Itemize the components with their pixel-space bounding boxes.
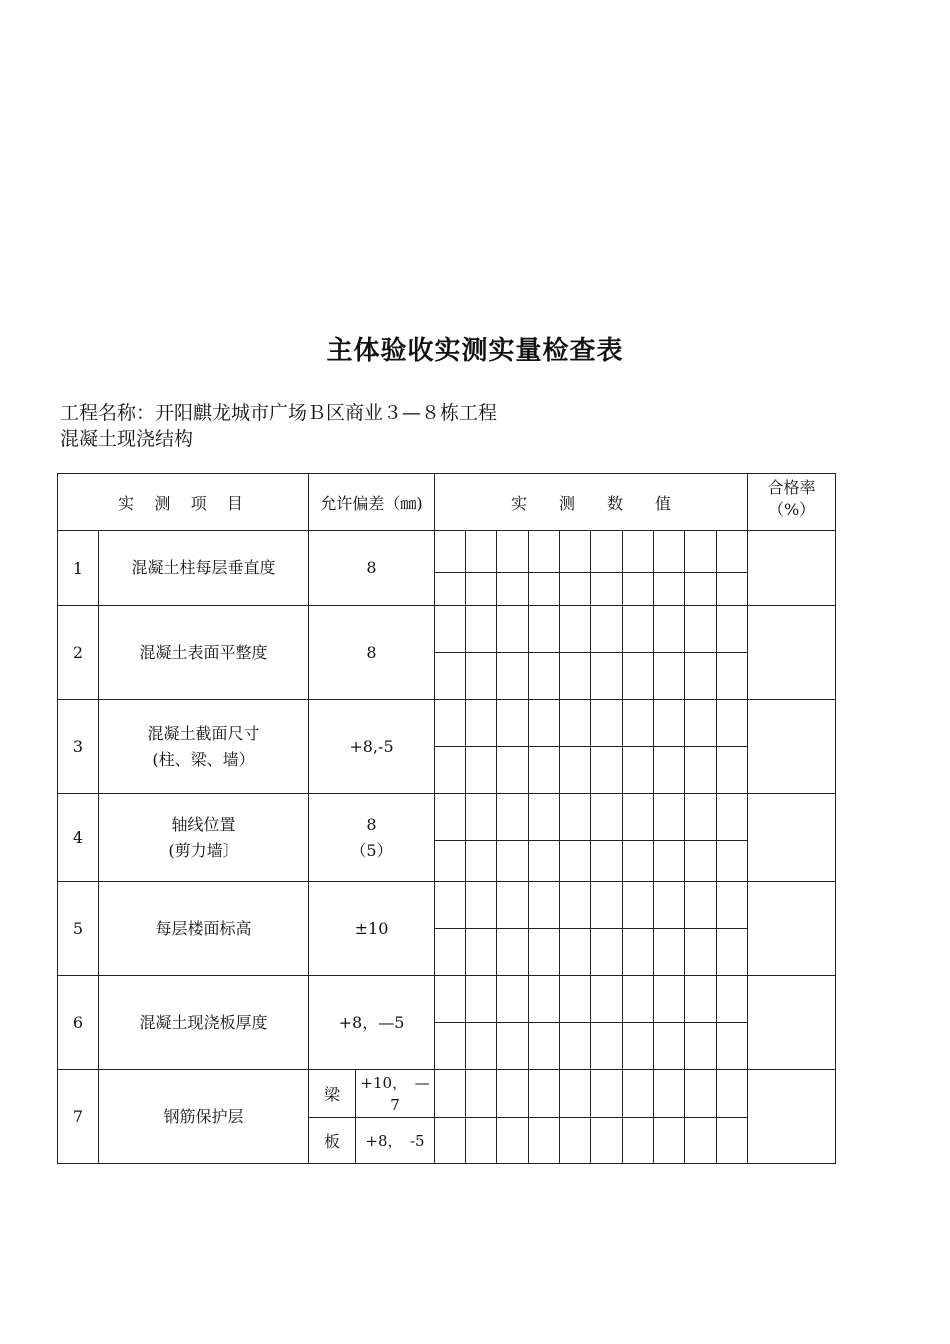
check-item-line: 混凝土截面尺寸 xyxy=(147,723,260,743)
measurement-cell xyxy=(560,700,591,747)
measurement-cell xyxy=(560,1070,591,1118)
measurement-cell xyxy=(685,1023,717,1070)
allowed-deviation-line: +8，—5 xyxy=(338,1012,405,1032)
allowed-deviation xyxy=(309,531,435,606)
row-number xyxy=(58,700,99,794)
deviation-beam xyxy=(356,1070,435,1118)
measurement-cell xyxy=(497,882,529,929)
measurement-cell xyxy=(654,794,685,841)
measurement-cell xyxy=(685,606,717,653)
measurement-cell xyxy=(685,653,717,700)
measurement-cell xyxy=(560,1023,591,1070)
measurement-cell xyxy=(529,929,560,976)
measurement-cell xyxy=(623,700,654,747)
measurement-cell xyxy=(435,573,466,606)
header-values xyxy=(435,474,748,531)
measurement-cell xyxy=(623,653,654,700)
measurement-cell xyxy=(717,700,748,747)
measurement-cell xyxy=(591,531,623,573)
measurement-cell xyxy=(466,882,497,929)
header-items-char: 测 xyxy=(154,493,171,513)
deviation-beam-line: 7 xyxy=(390,1095,400,1114)
measurement-cell xyxy=(591,573,623,606)
measurement-cell xyxy=(529,841,560,882)
measurement-cell xyxy=(685,882,717,929)
sub-item-beam xyxy=(309,1070,356,1118)
measurement-cell xyxy=(654,1118,685,1164)
table-row xyxy=(58,606,836,653)
measurement-cell xyxy=(466,1070,497,1118)
measurement-cell xyxy=(529,976,560,1023)
measurement-cell xyxy=(466,700,497,747)
measurement-cell xyxy=(591,700,623,747)
measurement-cell xyxy=(685,841,717,882)
measurement-cell xyxy=(623,794,654,841)
measurement-cell xyxy=(685,531,717,573)
measurement-cell xyxy=(591,1023,623,1070)
header-pass-rate-unit: （%） xyxy=(767,500,816,519)
measurement-cell xyxy=(497,653,529,700)
header-values-char: 实 xyxy=(511,493,528,513)
measurement-cell xyxy=(529,882,560,929)
row-number-line: 7 xyxy=(72,1107,84,1126)
measurement-cell xyxy=(717,882,748,929)
measurement-cell xyxy=(466,531,497,573)
measurement-cell xyxy=(529,606,560,653)
measurement-cell xyxy=(435,841,466,882)
header-values-char: 数 xyxy=(607,493,624,513)
deviation-beam-line: +10， — xyxy=(360,1073,430,1092)
measurement-cell xyxy=(685,1118,717,1164)
measurement-cell xyxy=(466,1023,497,1070)
measurement-cell xyxy=(654,700,685,747)
measurement-cell xyxy=(435,929,466,976)
check-item-line: 钢筋保护层 xyxy=(163,1106,244,1126)
measurement-cell xyxy=(560,882,591,929)
pass-rate-cell xyxy=(748,531,836,606)
measurement-cell xyxy=(623,531,654,573)
allowed-deviation-line: 8 xyxy=(366,814,377,834)
measurement-cell xyxy=(654,929,685,976)
measurement-cell xyxy=(591,841,623,882)
row-number-line: 3 xyxy=(72,737,84,756)
pass-rate-cell xyxy=(748,794,836,882)
measurement-cell xyxy=(560,606,591,653)
check-item xyxy=(99,1070,309,1164)
measurement-cell xyxy=(560,929,591,976)
project-name: 工程名称：开阳麒龙城市广场Ｂ区商业３—８栋工程 xyxy=(60,402,498,424)
measurement-cell xyxy=(654,841,685,882)
measurement-cell xyxy=(435,1023,466,1070)
table-row xyxy=(58,794,836,841)
measurement-cell xyxy=(466,794,497,841)
sub-item-slab-line: 板 xyxy=(323,1132,340,1151)
allowed-deviation-line: +8,-5 xyxy=(349,736,394,756)
measurement-cell xyxy=(466,841,497,882)
measurement-cell xyxy=(685,700,717,747)
measurement-cell xyxy=(717,929,748,976)
measurement-cell xyxy=(654,606,685,653)
header-pass-rate xyxy=(748,474,836,531)
pass-rate-cell xyxy=(748,1070,836,1164)
measurement-cell xyxy=(529,531,560,573)
allowed-deviation xyxy=(309,700,435,794)
measurement-cell xyxy=(591,606,623,653)
pass-rate-cell xyxy=(748,700,836,794)
measurement-cell xyxy=(685,747,717,794)
measurement-cell xyxy=(685,1070,717,1118)
measurement-cell xyxy=(591,1070,623,1118)
measurement-cell xyxy=(623,1118,654,1164)
header-items-char: 项 xyxy=(190,493,207,513)
measurement-cell xyxy=(717,1023,748,1070)
measurement-cell xyxy=(623,1070,654,1118)
check-item xyxy=(99,700,309,794)
measurement-cell xyxy=(497,1118,529,1164)
row-number-line: 4 xyxy=(72,828,84,847)
measurement-cell xyxy=(560,976,591,1023)
measurement-cell xyxy=(717,976,748,1023)
header-items-char: 实 xyxy=(118,493,135,513)
measurement-cell xyxy=(717,747,748,794)
allowed-deviation-line: 8 xyxy=(366,558,377,577)
measurement-cell xyxy=(717,573,748,606)
check-item-line: 混凝土柱每层垂直度 xyxy=(131,558,276,577)
measurement-cell xyxy=(529,794,560,841)
check-item-line: 混凝土表面平整度 xyxy=(139,642,268,662)
measurement-cell xyxy=(654,531,685,573)
measurement-cell xyxy=(685,794,717,841)
measurement-cell xyxy=(717,1070,748,1118)
measurement-cell xyxy=(497,794,529,841)
measurement-cell xyxy=(560,1118,591,1164)
measurement-cell xyxy=(560,747,591,794)
measurement-cell xyxy=(435,606,466,653)
pass-rate-cell xyxy=(748,606,836,700)
row-number xyxy=(58,606,99,700)
measurement-cell xyxy=(717,841,748,882)
row-number-line: 2 xyxy=(72,643,84,662)
allowed-deviation xyxy=(309,976,435,1070)
check-item-line: (剪力墙〕 xyxy=(168,840,239,860)
measurement-cell xyxy=(497,747,529,794)
measurement-cell xyxy=(466,929,497,976)
measurement-cell xyxy=(497,841,529,882)
sub-item-slab xyxy=(309,1118,356,1164)
measurement-cell xyxy=(435,794,466,841)
allowed-deviation xyxy=(309,606,435,700)
measurement-cell xyxy=(435,700,466,747)
measurement-cell xyxy=(623,976,654,1023)
measurement-cell xyxy=(529,1023,560,1070)
page-title: 主体验收实测实量检查表 xyxy=(326,336,624,366)
measurement-cell xyxy=(591,1118,623,1164)
measurement-cell xyxy=(685,976,717,1023)
check-item xyxy=(99,606,309,700)
table-row xyxy=(58,1070,836,1118)
measurement-cell xyxy=(717,531,748,573)
measurement-cell xyxy=(560,653,591,700)
row-number-line: 5 xyxy=(72,919,84,938)
measurement-cell xyxy=(529,573,560,606)
measurement-cell xyxy=(623,573,654,606)
measurement-cell xyxy=(466,1118,497,1164)
measurement-cell xyxy=(435,882,466,929)
row-number xyxy=(58,976,99,1070)
measurement-cell xyxy=(717,794,748,841)
measurement-cell xyxy=(591,747,623,794)
measurement-cell xyxy=(466,606,497,653)
check-item xyxy=(99,976,309,1070)
measurement-cell xyxy=(497,531,529,573)
measurement-cell xyxy=(591,882,623,929)
measurement-cell xyxy=(623,841,654,882)
structure-type: 混凝土现浇结构 xyxy=(60,428,194,450)
row-number-line: 1 xyxy=(72,558,84,578)
check-item xyxy=(99,794,309,882)
check-item-line: 混凝土现浇板厚度 xyxy=(139,1012,268,1032)
measurement-cell xyxy=(529,1118,560,1164)
measurement-cell xyxy=(685,929,717,976)
table-row xyxy=(58,882,836,929)
measurement-cell xyxy=(435,653,466,700)
row-number-line: 6 xyxy=(72,1013,84,1032)
sub-item-beam-line: 梁 xyxy=(323,1085,340,1104)
allowed-deviation-line: ±10 xyxy=(354,918,389,938)
allowed-deviation-line: （5） xyxy=(350,840,393,860)
row-number xyxy=(58,531,99,606)
measurement-cell xyxy=(466,573,497,606)
measurement-cell xyxy=(654,976,685,1023)
header-pass-rate-label: 合格率 xyxy=(767,478,816,497)
header-items xyxy=(58,474,309,531)
measurement-cell xyxy=(623,606,654,653)
pass-rate-cell xyxy=(748,976,836,1070)
row-number xyxy=(58,1070,99,1164)
measurement-cell xyxy=(654,1070,685,1118)
measurement-cell xyxy=(591,653,623,700)
allowed-deviation xyxy=(309,794,435,882)
deviation-slab xyxy=(356,1118,435,1164)
measurement-cell xyxy=(560,841,591,882)
measurement-cell xyxy=(497,573,529,606)
measurement-cell xyxy=(560,573,591,606)
measurement-cell xyxy=(435,1118,466,1164)
check-item-line: 轴线位置 xyxy=(171,814,236,834)
measurement-cell xyxy=(466,976,497,1023)
measurement-cell xyxy=(623,1023,654,1070)
measurement-cell xyxy=(591,976,623,1023)
header-values-char: 值 xyxy=(655,493,672,513)
measurement-cell xyxy=(497,929,529,976)
measurement-cell xyxy=(497,1023,529,1070)
measurement-cell xyxy=(497,1070,529,1118)
table-header-row xyxy=(58,474,836,531)
measurement-cell xyxy=(623,882,654,929)
measurement-cell xyxy=(435,976,466,1023)
check-item-line: 每层楼面标高 xyxy=(155,918,252,938)
measurement-cell xyxy=(591,794,623,841)
pass-rate-cell xyxy=(748,882,836,976)
measurement-cell xyxy=(654,653,685,700)
measurement-cell xyxy=(435,747,466,794)
measurement-cell xyxy=(466,653,497,700)
check-item xyxy=(99,531,309,606)
row-number xyxy=(58,882,99,976)
measurement-cell xyxy=(654,747,685,794)
measurement-cell xyxy=(497,606,529,653)
measurement-cell xyxy=(591,929,623,976)
measurement-cell xyxy=(717,653,748,700)
measurement-cell xyxy=(435,1070,466,1118)
table-row xyxy=(58,700,836,747)
measurement-cell xyxy=(497,700,529,747)
measurement-cell xyxy=(623,747,654,794)
measurement-cell xyxy=(560,531,591,573)
measurement-cell xyxy=(717,606,748,653)
deviation-slab-line: +8， -5 xyxy=(365,1131,425,1150)
measurement-cell xyxy=(529,653,560,700)
measurement-cell xyxy=(529,747,560,794)
measurement-cell xyxy=(654,573,685,606)
table-row xyxy=(58,976,836,1023)
header-values-char: 测 xyxy=(559,493,576,513)
measurement-cell xyxy=(529,700,560,747)
measurement-cell xyxy=(654,882,685,929)
row-number xyxy=(58,794,99,882)
measurement-cell xyxy=(560,794,591,841)
measurement-cell xyxy=(623,929,654,976)
measurement-cell xyxy=(497,976,529,1023)
allowed-deviation xyxy=(309,882,435,976)
measurement-cell xyxy=(435,531,466,573)
header-deviation: 允许偏差（㎜) xyxy=(309,474,435,531)
measurement-cell xyxy=(529,1070,560,1118)
measurement-cell xyxy=(685,573,717,606)
table-row xyxy=(58,531,836,573)
inspection-table xyxy=(57,473,836,1164)
allowed-deviation-line: 8 xyxy=(366,642,377,662)
measurement-cell xyxy=(717,1118,748,1164)
check-item-line: (柱、梁、墙） xyxy=(152,749,255,769)
header-items-char: 目 xyxy=(226,493,243,513)
measurement-cell xyxy=(654,1023,685,1070)
check-item xyxy=(99,882,309,976)
measurement-cell xyxy=(466,747,497,794)
